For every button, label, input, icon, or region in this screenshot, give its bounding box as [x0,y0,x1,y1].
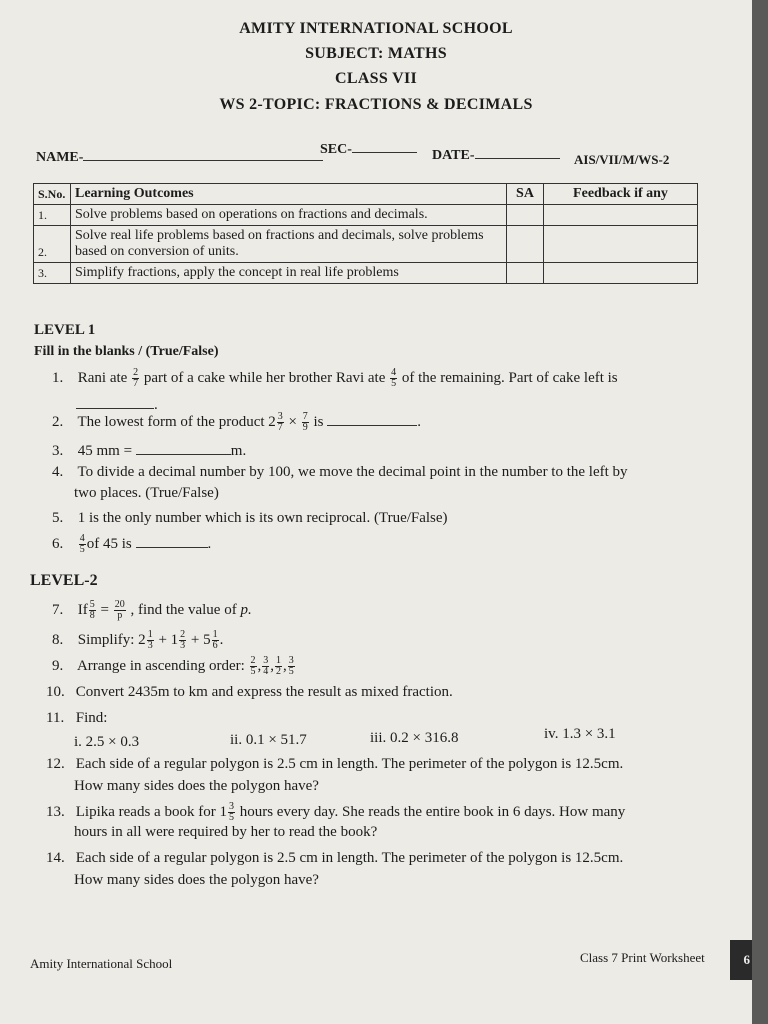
sec-label: SEC- [320,142,352,157]
question-4: 4. To divide a decimal number by 100, we move the decimal point in the number to the left by [52,464,628,480]
question-14: 14. Each side of a regular polygon is 2.5 cm in length. The perimeter of the polygon is 12.5cm. [46,850,624,866]
learning-outcomes-table [33,183,698,284]
fraction: $\frac{2}{7}$ [133,367,139,389]
question-12: 12. Each side of a regular polygon is 2.5 cm in length. The perimeter of the polygon is 12.5cm. [46,756,624,772]
q11-part-i: i. 2.5 × 0.3 [74,734,140,750]
question-2: 2. The lowest form of the product 2 $\frac{3}{7}$ × $\frac{7}{9}$ is . [52,411,421,433]
question-11: 11. Find: [46,710,108,726]
level1-subtitle: Fill in the blanks / (True/False) [34,344,219,359]
row-sa [507,263,544,284]
footer-school: Amity International School [30,956,173,971]
question-10: 10. Convert 2435m to km and express the result as mixed fraction. [46,684,453,700]
question-6: 6. $\frac{4}{5}$ of 45 is . [52,533,212,555]
question-13-line2: hours in all were required by her to read the book? [74,824,378,840]
row-feedback [544,263,698,284]
question-7: 7. If $\frac{5}{8}$ = $\frac{20}{p}$ , find the value of p. [52,599,252,621]
topic-heading: WS 2-TOPIC: FRACTIONS & DECIMALS [219,96,533,113]
q11-part-iv: iv. 1.3 × 3.1 [544,726,616,742]
name-label: NAME- [36,150,84,165]
section-field [320,140,417,158]
school-name: AMITY INTERNATIONAL SCHOOL [239,20,513,37]
date-field [432,146,560,164]
row-outcome: Solve real life problems based on fractions and decimals, solve problems based on conversion of units. [71,226,507,263]
class-heading: CLASS VII [335,70,417,87]
table-row [34,226,698,263]
row-sno: 2. [34,226,71,263]
row-feedback [544,226,698,263]
table-header-row [34,184,698,205]
fraction: $\frac{1}{2}$ [276,655,282,677]
fraction: $\frac{2}{3}$ [180,629,186,651]
q11-part-iii: iii. 0.2 × 316.8 [370,730,459,746]
row-outcome: Simplify fractions, apply the concept in real life problems [71,263,507,284]
question-13: 13. Lipika reads a book for 1 $\frac{3}{5}$ hours every day. She reads the entire book in 6 days. How many [46,801,626,823]
table-row [34,205,698,226]
fraction: $\frac{4}{5}$ [79,533,85,555]
fraction: $\frac{1}{6}$ [212,629,218,651]
row-feedback [544,205,698,226]
question-12-line2: How many sides does the polygon have? [74,778,319,794]
fraction: $\frac{2}{5}$ [250,655,256,677]
footer-title: Class 7 Print Worksheet [580,950,705,965]
row-sno: 3. [34,263,71,284]
fraction: $\frac{20}{p}$ [114,599,125,621]
fraction: $\frac{3}{4}$ [263,655,269,677]
row-sa [507,226,544,263]
fraction: $\frac{3}{5}$ [288,655,294,677]
table-row [34,263,698,284]
question-9: 9. Arrange in ascending order: $\frac{2}{5}$ , $\frac{3}{4}$ , $\frac{1}{2}$ , $\frac{3}{5}$ [52,655,294,677]
fraction: $\frac{5}{8}$ [89,599,95,621]
question-1: 1. Rani ate $\frac{2}{7}$ part of a cake while her brother Ravi ate $\frac{4}{5}$ of the remaining. Part of cake left is [52,367,618,389]
row-outcome: Solve problems based on operations on fractions and decimals. [71,205,507,226]
worksheet-code: AIS/VII/M/WS-2 [574,152,670,167]
row-sno: 1. [34,205,71,226]
col-sno: S.No. [34,184,71,205]
row-sa [507,205,544,226]
col-feedback: Feedback if any [544,184,698,205]
question-14-line2: How many sides does the polygon have? [74,872,319,888]
fraction: $\frac{7}{9}$ [302,411,308,433]
fraction: $\frac{3}{7}$ [277,411,283,433]
col-outcomes: Learning Outcomes [71,184,507,205]
page-number: 6 [730,940,752,980]
col-sa: SA [507,184,544,205]
question-3: 3. 45 mm = m. [52,443,247,459]
q11-part-ii: ii. 0.1 × 51.7 [230,732,307,748]
fraction: $\frac{1}{3}$ [147,629,153,651]
question-5: 5. 1 is the only number which is its own reciprocal. (True/False) [52,510,448,526]
level2-title: LEVEL-2 [30,572,98,589]
date-label: DATE- [432,148,475,163]
fraction: $\frac{4}{5}$ [391,367,397,389]
question-4-line2: two places. (True/False) [74,485,219,501]
level1-title: LEVEL 1 [34,322,96,338]
name-field [36,148,323,166]
fraction: $\frac{3}{5}$ [228,801,234,823]
question-8: 8. Simplify: 2 $\frac{1}{3}$ + 1 $\frac{2}{3}$ + 5 $\frac{1}{6}$ . [52,629,224,651]
subject-heading: SUBJECT: MATHS [305,45,447,62]
answer-blank: . [76,396,158,414]
